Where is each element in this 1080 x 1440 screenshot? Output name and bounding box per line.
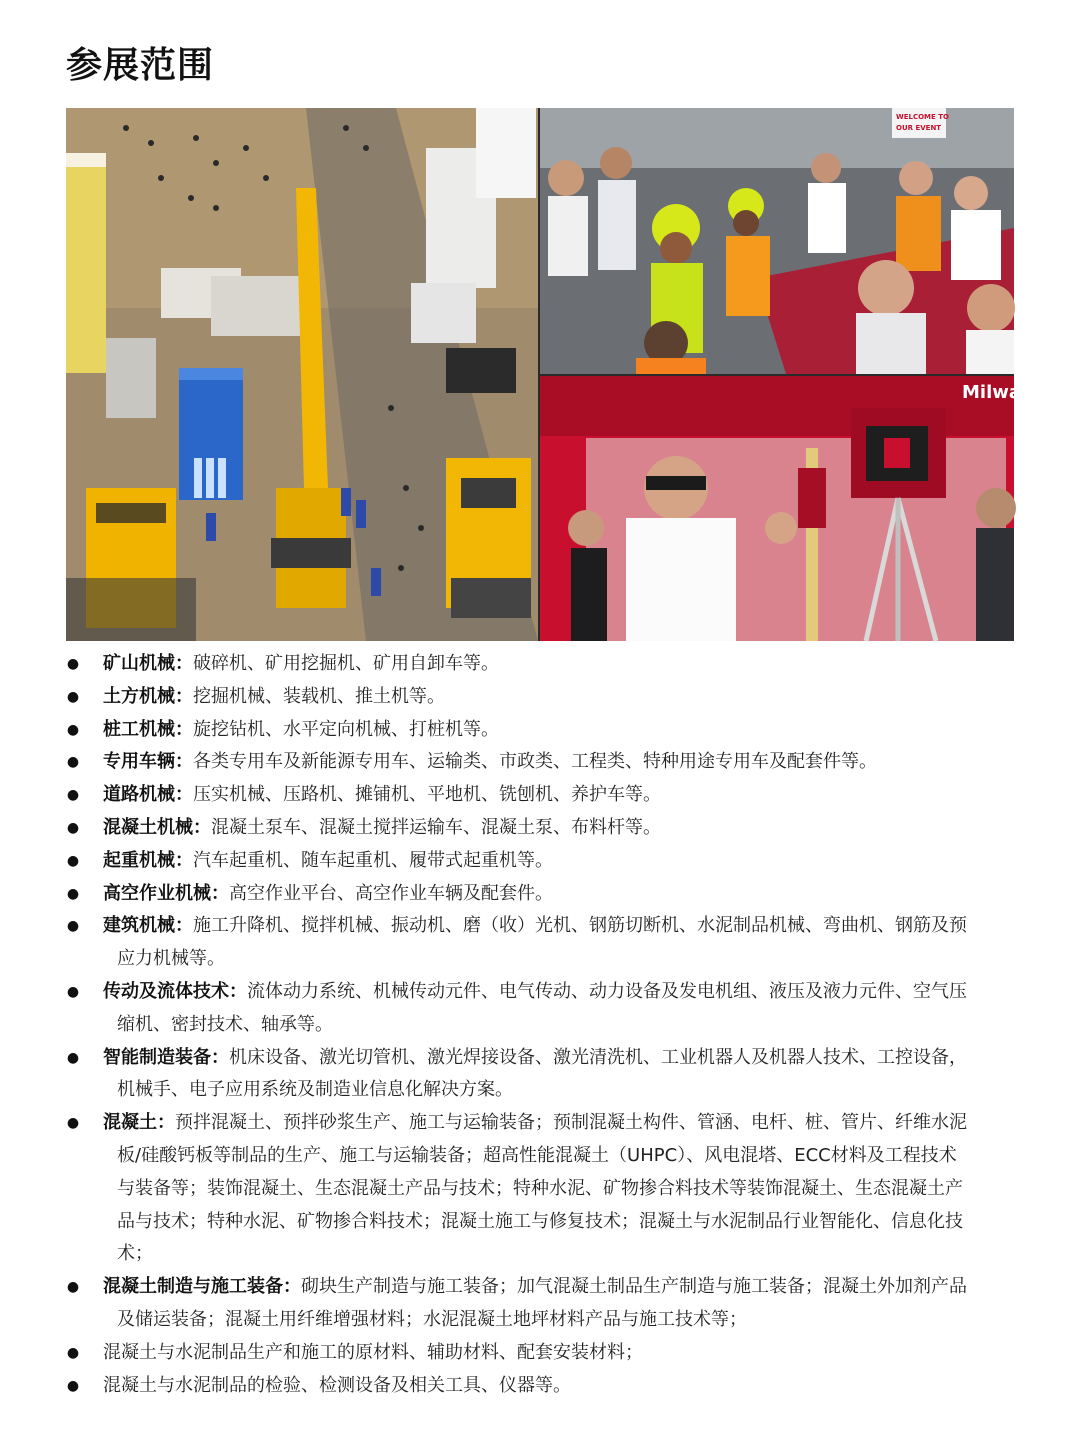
list-item-construction-machinery [66, 910, 1018, 976]
item-description: 施工升降机、搅拌机械、振动机、磨（收）光机、钢筋切断机、水泥制品机械、弯曲机、钢筋及预 [193, 915, 967, 937]
bullet-icon: ● [66, 1049, 80, 1066]
item-description: 混凝土泵车、混凝土搅拌运输车、混凝土泵、布料杆等。 [211, 816, 661, 838]
welcome-sign-line2: OUR EVENT [896, 124, 942, 132]
item-term: 桩工机械： [103, 718, 193, 740]
bullet-icon: ● [66, 721, 80, 738]
list-item-special-vehicles [66, 746, 1018, 779]
exhibition-photo-collage [66, 108, 1034, 641]
item-term: 智能制造装备： [103, 1046, 229, 1068]
list-item-raw-materials [66, 1337, 1018, 1370]
item-description-cont: 及储运装备；混凝土用纤维增强材料；水泥混凝土地坪材料产品与施工技术等； [117, 1308, 747, 1330]
item-description-cont: 术； [117, 1243, 153, 1265]
item-description-cont: 与装备等；装饰混凝土、生态混凝土产品与技术；特种水泥、矿物掺合料技术等装饰混凝土、生态混凝土产 [117, 1177, 963, 1199]
item-term: 混凝土： [103, 1112, 175, 1134]
list-item-lifting-machinery [66, 845, 1018, 878]
item-description: 混凝土与水泥制品生产和施工的原材料、辅助材料、配套安装材料； [103, 1341, 643, 1363]
bullet-icon: ● [66, 819, 80, 836]
bullet-icon: ● [66, 885, 80, 902]
item-term: 高空作业机械： [103, 882, 229, 904]
bullet-icon: ● [66, 787, 80, 804]
item-description: 机床设备、激光切管机、激光焊接设备、激光清洗机、工业机器人及机器人技术、工控设备， [229, 1046, 967, 1068]
bullet-icon: ● [66, 754, 80, 771]
item-term: 专用车辆： [103, 751, 193, 773]
item-description-cont: 机械手、电子应用系统及制造业信息化解决方案。 [117, 1079, 513, 1101]
bullet-icon: ● [66, 983, 80, 1000]
aerial-machinery-photo [66, 108, 538, 641]
item-term: 道路机械： [103, 784, 193, 806]
list-item-road-machinery [66, 779, 1018, 812]
crowd-photo [540, 108, 1015, 374]
item-term: 矿山机械： [103, 653, 193, 674]
item-description-cont: 板/硅酸钙板等制品的生产、施工与运输装备；超高性能混凝土（UHPC）、风电混塔、ECC材料及工程技术 [117, 1144, 957, 1166]
list-item-concrete-machinery [66, 812, 1018, 845]
item-term: 起重机械： [103, 849, 193, 871]
item-term: 混凝土制造与施工装备： [103, 1276, 301, 1298]
item-description: 各类专用车及新能源专用车、运输类、市政类、工程类、特种用途专用车及配套件等。 [193, 751, 877, 773]
bullet-icon: ● [66, 656, 80, 672]
item-description: 砌块生产制造与施工装备；加气混凝土制品生产制造与施工装备；混凝土外加剂产品 [301, 1276, 967, 1298]
item-description: 高空作业平台、高空作业车辆及配套件。 [229, 882, 553, 904]
list-item-concrete-equipment [66, 1271, 1018, 1337]
list-item-concrete [66, 1107, 1018, 1271]
bullet-icon: ● [66, 918, 80, 935]
list-item-earthmoving-machinery [66, 681, 1018, 714]
list-item-testing-equipment [66, 1370, 1018, 1403]
item-description: 破碎机、矿用挖掘机、矿用自卸车等。 [193, 653, 499, 674]
item-description: 混凝土与水泥制品的检验、检测设备及相关工具、仪器等。 [103, 1374, 571, 1396]
item-description: 压实机械、压路机、摊铺机、平地机、铣刨机、养护车等。 [193, 784, 661, 806]
list-item-aerial-work-machinery [66, 878, 1018, 911]
bullet-icon: ● [66, 1279, 80, 1296]
item-description: 预拌混凝土、预拌砂浆生产、施工与运输装备；预制混凝土构件、管涵、电杆、桩、管片、纤维水泥 [175, 1112, 967, 1134]
list-item-smart-manufacturing [66, 1042, 1018, 1108]
item-term: 传动及流体技术： [103, 980, 247, 1002]
item-description-cont: 缩机、密封技术、轴承等。 [117, 1013, 333, 1035]
bullet-icon: ● [66, 688, 80, 705]
bullet-icon: ● [66, 1344, 80, 1361]
bullet-icon: ● [66, 852, 80, 869]
bullet-icon: ● [66, 1115, 80, 1132]
milwaukee-brand-text: Milwau [962, 382, 1034, 403]
item-description-cont: 应力机械等。 [117, 948, 225, 970]
bullet-icon: ● [66, 1377, 80, 1394]
item-term: 混凝土机械： [103, 816, 211, 838]
item-term: 土方机械： [103, 685, 193, 707]
exhibit-scope-list [66, 648, 1018, 1402]
item-description: 流体动力系统、机械传动元件、电气传动、动力设备及发电机组、液压及液力元件、空气压 [247, 980, 967, 1002]
laser-level-photo [540, 376, 1034, 641]
list-item-mining-machinery [66, 648, 1018, 681]
page-title: 参展范围 [66, 45, 215, 86]
item-description: 旋挖钻机、水平定向机械、打桩机等。 [193, 718, 499, 740]
welcome-sign-line1: WELCOME TO [896, 113, 949, 121]
item-term: 建筑机械： [103, 915, 193, 937]
list-item-transmission-fluid-tech [66, 976, 1018, 1042]
item-description: 挖掘机械、装载机、推土机等。 [193, 685, 445, 707]
item-description: 汽车起重机、随车起重机、履带式起重机等。 [193, 849, 553, 871]
list-item-piling-machinery [66, 714, 1018, 747]
item-description-cont: 品与技术；特种水泥、矿物掺合料技术；混凝土施工与修复技术；混凝土与水泥制品行业智能化、信息化技 [117, 1210, 963, 1232]
